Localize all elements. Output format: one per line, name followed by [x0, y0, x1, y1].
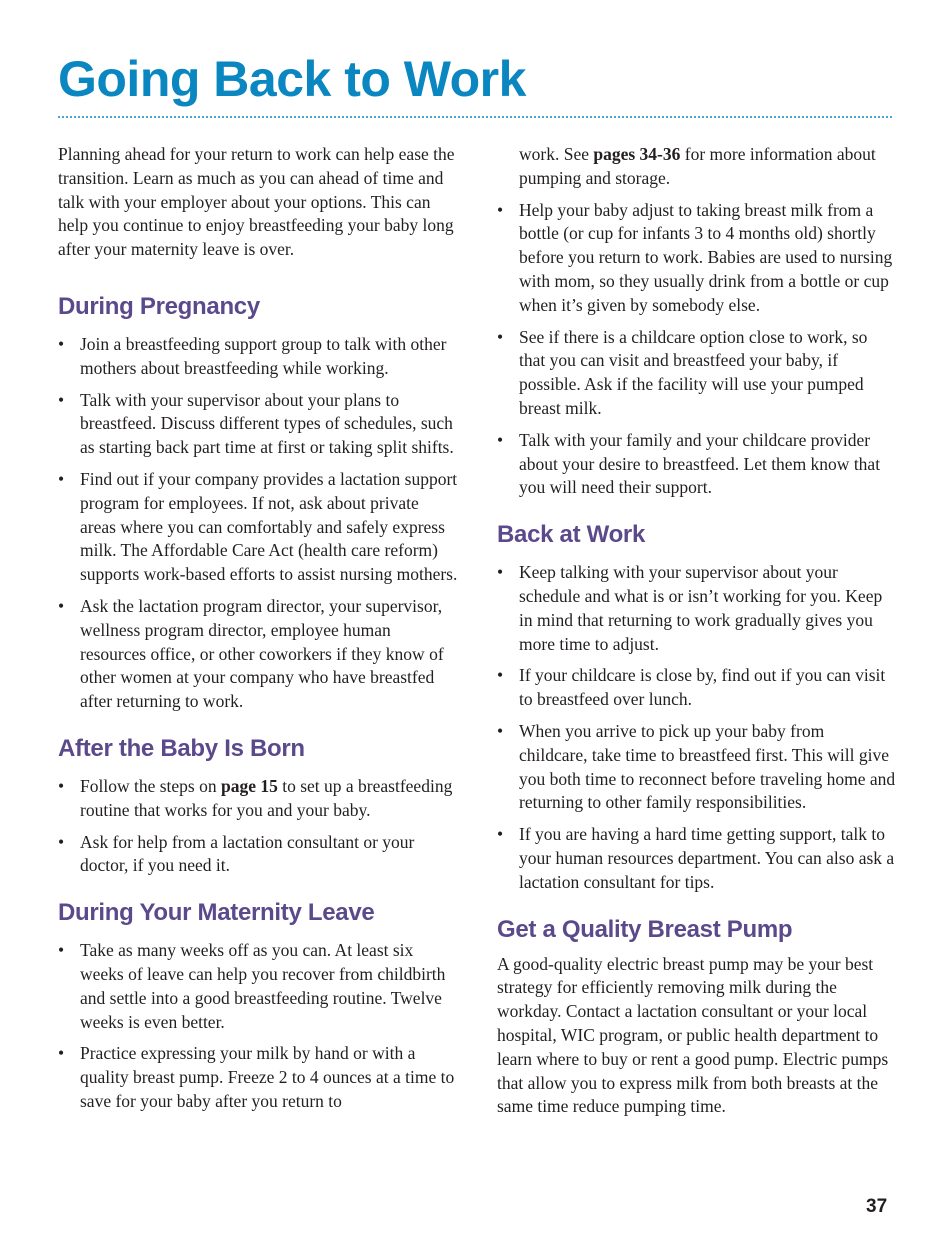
- back-at-work-list: [497, 561, 897, 894]
- maternity-leave-list-continued: [497, 199, 897, 501]
- maternity-leave-list: [58, 939, 458, 1114]
- list-item: • Help your baby adjust to taking breast milk from a bottle (or cup for infants 3 to 4 months old) shortly before you return to work. Babies are used to nursing with mom, so they usually drink from a bottle or cup when it’s given by somebody else.: [497, 199, 893, 315]
- list-item: • If you are having a hard time getting support, talk to your human resources department. You can also ask a lactation consultant for tips.: [497, 824, 895, 892]
- list-item: • Take as many weeks off as you can. At least six weeks of leave can help you recover from childbirth and settle into a good breastfeeding routine. Twelve weeks is even better.: [58, 940, 446, 1032]
- list-item: • If your childcare is close by, find out if you can visit to breastfeed over lunch.: [497, 665, 886, 710]
- page-title: Going Back to Work: [58, 51, 526, 107]
- list-item: • Keep talking with your supervisor about your schedule and what is or isn’t working for you. Keep in mind that returning to work gradually gives you more time to adjust.: [497, 562, 883, 654]
- left-column: [58, 143, 458, 1122]
- pregnancy-list: [58, 333, 458, 714]
- heading-breast-pump: Get a Quality Breast Pump: [497, 915, 793, 943]
- list-item: • Follow the steps on page 15 to set up a breastfeeding routine that works for you and your baby.: [58, 775, 453, 820]
- page-number: 37: [866, 1196, 888, 1217]
- heading-after-baby-born: After the Baby Is Born: [58, 734, 305, 762]
- intro-paragraph: Planning ahead for your return to work can help ease the transition. Learn as much as you can ahead of time and talk with your employer about your options. This can help you continue to enjoy breastfeeding your baby long after your maternity leave is over.: [58, 144, 455, 260]
- list-item: • When you arrive to pick up your baby from childcare, take time to breastfeed first. This will give you both time to reconnect before traveling home and returning to other family responsibilities.: [497, 720, 896, 813]
- heading-back-at-work: Back at Work: [497, 521, 646, 549]
- heading-maternity-leave: During Your Maternity Leave: [58, 899, 375, 927]
- pump-paragraph: A good-quality electric breast pump may be your best strategy for efficiently removing milk during the workday. Contact a lactation consultant or your local hospital, WIC program, or public health department to learn where to buy or rent a good pump. Electric pumps that allow you to express milk from both breasts at the same time reduce pumping time.: [497, 953, 889, 1117]
- list-item: • Talk with your family and your childcare provider about your desire to breastfeed. Let them know that you will need their support.: [497, 429, 881, 498]
- list-item: • Join a breastfeeding support group to talk with other mothers about breastfeeding while working.: [58, 333, 447, 378]
- right-column: [497, 143, 897, 1119]
- heading-during-pregnancy: During Pregnancy: [58, 292, 260, 320]
- list-item: • Talk with your supervisor about your plans to breastfeed. Discuss different types of schedules, such as starting back part time at first or taking split shifts.: [58, 389, 454, 458]
- list-item: • Practice expressing your milk by hand or with a quality breast pump. Freeze 2 to 4 ounces at a time to save for your baby after you return to: [58, 1043, 455, 1111]
- list-item: • Find out if your company provides a lactation support program for employees. If not, ask about private areas where you can comfortably and safely express milk. The Affordable Care Act (health care reform) supports work-based efforts to assist nursing mothers.: [58, 468, 458, 585]
- list-item: • Ask the lactation program director, your supervisor, wellness program director, employee human resources office, or other coworkers if they know of other women at your company who have breastfed after returning to work.: [58, 595, 444, 712]
- title-divider: [58, 116, 892, 118]
- list-item: • Ask for help from a lactation consultant or your doctor, if you need it.: [58, 831, 415, 876]
- page-reference: pages 34-36: [593, 144, 681, 164]
- page-reference: page 15: [220, 775, 278, 796]
- list-item-continuation: work. See pages 34-36 for more information about pumping and storage.: [519, 144, 876, 188]
- after-birth-list: [58, 775, 458, 878]
- list-item: • See if there is a childcare option close to work, so that you can visit and breastfeed your baby, if possible. Ask if the facility will use your pumped breast milk.: [497, 326, 868, 418]
